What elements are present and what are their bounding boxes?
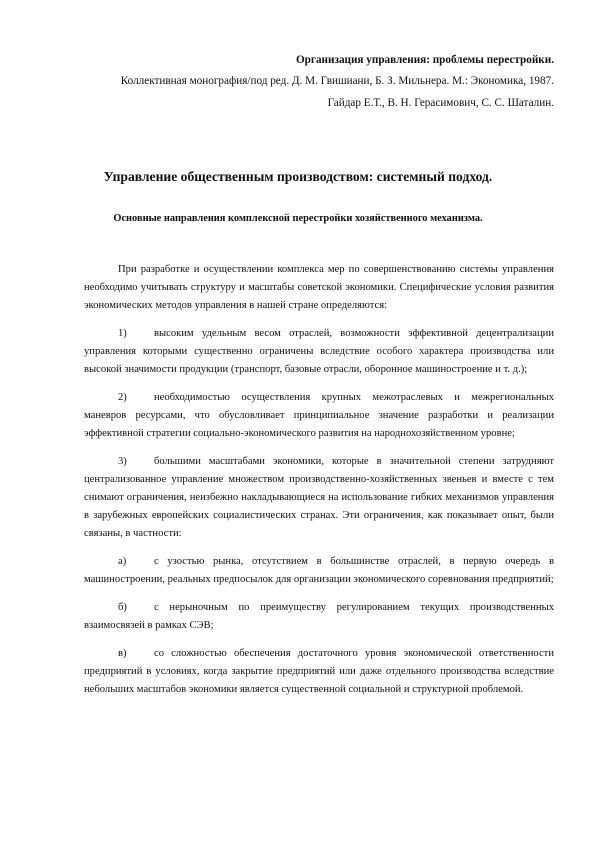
list-item-number: б) <box>118 602 127 613</box>
list-item <box>84 553 554 589</box>
document-title: Управление общественным производством: системный подход. <box>103 169 493 184</box>
list-item <box>84 645 554 699</box>
list-item-number: 3) <box>118 456 127 467</box>
list-item-number: в) <box>118 648 127 659</box>
list-item-text: со сложностью обеспечения достаточного уровня экономической ответственности предприятий в условиях, когда закрытие предприятий или даже отдельного производства вследствие небольших масштабов экономики является существенной социальной и структурной проблемой. <box>84 648 554 695</box>
document-body <box>84 261 554 709</box>
list-item <box>84 599 554 635</box>
source-publication: Коллективная монография/под ред. Д. М. Гвишиани, Б. З. Мильнера. М.: Экономика, 1987. <box>120 75 554 87</box>
source-authors: Гайдар Е.Т., В. Н. Герасимович, С. С. Шаталин. <box>327 97 554 109</box>
list-item-number: а) <box>118 556 127 567</box>
intro-paragraph: При разработке и осуществлении комплекса мер по совершенствованию системы управления необходимо учитывать структуру и масштабы советской экономики. Специфические условия развития экономических методов управления в нашей стране определяются: <box>84 264 554 311</box>
list-item-text: необходимостью осуществления крупных межотраслевых и межрегиональных маневров ресурсами, что обусловливает принципиальное значение разработки и реализации эффективной стратегии социально-экономического развития на народнохозяйственном уровне; <box>84 392 554 439</box>
list-item-number: 1) <box>118 328 127 339</box>
list-item <box>84 325 554 379</box>
list-item-text: с нерыночным по преимуществу регулированием текущих производственных взаимосвязей в рамках СЭВ; <box>84 602 554 631</box>
list-item-number: 2) <box>118 392 127 403</box>
list-item-text: с узостью рынка, отсутствием в большинстве отраслей, в первую очередь в машиностроении, реальных предпосылок для организации экономического соревнования предприятий; <box>84 556 554 585</box>
list-item-text: большими масштабами экономики, которые в значительной степени затрудняют централизованное управление множеством производственно-хозяйственных звеньев и вместе с тем снимают ограничения, неизбежно накладывающиеся на использование гибких механизмов управления в зарубежных европейских социалистических странах. Эти ограничения, как показывает опыт, были связаны, в частности: <box>84 456 554 539</box>
source-title: Организация управления: проблемы перестройки. <box>295 54 554 66</box>
list-item <box>84 389 554 443</box>
section-subtitle: Основные направления комплексной перестройки хозяйственного механизма. <box>113 213 483 224</box>
list-item <box>84 453 554 543</box>
list-item-text: высоким удельным весом отраслей, возможности эффективной децентрализации управления которыми существенно ограничены вследствие особого характера производства или высокой значимости продукции (транспорт, базовые отрасли, оборонное машиностроение и т. д.); <box>84 328 554 375</box>
